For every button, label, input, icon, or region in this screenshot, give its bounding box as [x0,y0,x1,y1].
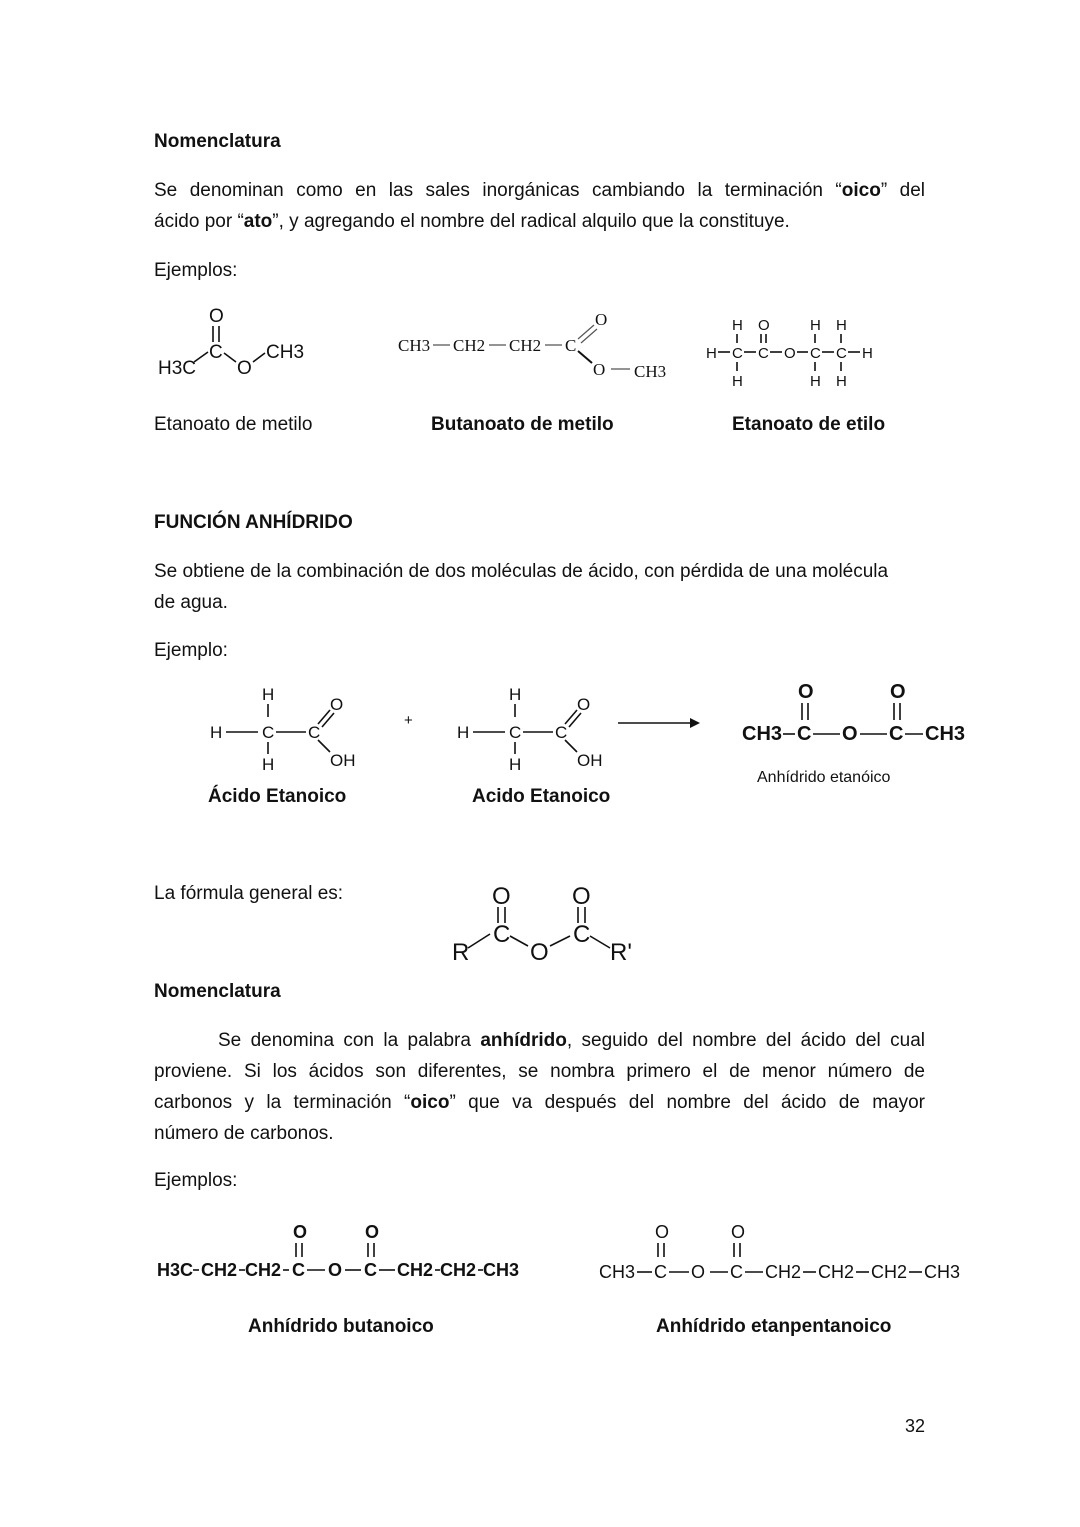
atom-label: CH2 [765,1262,802,1282]
atom-label: H [732,373,743,390]
general-formula-label: La fórmula general es: [154,883,344,904]
atom-label: C [730,1262,743,1282]
atom-label: OH [577,751,603,770]
atom-label: CH2 [871,1262,908,1282]
anhydride-example-label: Ejemplo: [154,640,228,661]
atom-label: C [797,723,812,745]
atom-label: C [889,723,904,745]
atom-label: O [237,358,252,379]
structure-methyl-ethanoate [150,300,320,390]
atom-label: O [890,681,906,703]
atom-label: C [555,723,568,742]
atom-label: O [530,939,549,966]
atom-label: O [572,883,591,910]
atom-label: H [262,685,275,704]
atom-label: CH3 [398,336,431,355]
atom-label: C [836,345,847,362]
atom-label: H [862,345,873,362]
caption-ethanpentanoic-anhydride: Anhídrido etanpentanoico [656,1316,892,1337]
structure-ethanoic-acid-2 [455,680,625,775]
atom-label: O [330,695,344,714]
anhydride-paragraph: Se obtiene de la combinación de dos moléculas de ácido, con pérdida de una molécula de agua. [154,561,889,613]
atom-label: CH3 [483,1260,520,1280]
structure-ethanpentanoic-anhydride [597,1218,972,1288]
atom-label: C [758,345,769,362]
atom-label: C [292,1260,305,1280]
plus-sign: + [404,712,413,729]
atom-label: CH2 [453,336,486,355]
atom-label: CH2 [397,1260,434,1280]
atom-label: CH2 [509,336,542,355]
atom-label: O [593,360,606,379]
atom-label: O [577,695,591,714]
atom-label: C [810,345,821,362]
atom-label: H [836,373,847,390]
nomenclature2-examples-label: Ejemplos: [154,1170,238,1191]
atom-label: R [452,939,470,966]
atom-label: O [209,306,224,327]
atom-label: H [210,723,223,742]
atom-label: O [492,883,511,910]
atom-label: C [262,723,275,742]
structure-butanoic-anhydride [155,1218,525,1288]
atom-label: CH3 [925,723,966,745]
atom-label: CH3 [599,1262,636,1282]
atom-label: O [655,1222,670,1242]
atom-label: C [509,723,522,742]
atom-label: H [810,317,821,334]
atom-label: CH3 [634,362,667,381]
caption-methyl-butanoate: Butanoato de metilo [431,414,614,435]
nomenclature2-paragraph: Se denomina con la palabra anhídrido, seguido del nombre del ácido del cual proviene. Si los ácidos son diferentes, se nombra primero el de menor número de carbonos y la terminación “oico” que va después del nombre del ácido de mayor número de carbonos. [154,1030,925,1144]
nomenclature2-heading: Nomenclatura [154,981,281,1002]
atom-label: CH2 [818,1262,855,1282]
atom-label: C [364,1260,377,1280]
atom-label: C [493,921,511,948]
structure-ethanoic-anhydride [740,678,980,793]
product-caption: Anhídrido etanóico [757,769,891,786]
atom-label: H3C [157,1260,194,1280]
page-number: 32 [905,1416,926,1436]
atom-label: CH3 [742,723,783,745]
caption-ethyl-ethanoate: Etanoato de etilo [732,414,886,435]
structure-general-anhydride [448,876,648,971]
esters-paragraph: Se denominan como en las sales inorgánicas cambiando la terminación “oico” del ácido por “ato”, y agregando el nombre del radical alquilo que la constituye. [154,180,925,232]
reaction-arrow [618,713,703,733]
atom-label: H [262,755,275,774]
atom-label: O [784,345,796,362]
esters-heading: Nomenclatura [154,131,281,152]
atom-label: O [595,310,608,329]
atom-label: C [209,342,223,363]
atom-label: O [731,1222,746,1242]
atom-label: H [810,373,821,390]
caption-methyl-ethanoate: Etanoato de metilo [154,414,313,435]
atom-label: H [509,685,522,704]
structure-ethyl-ethanoate [704,312,889,392]
atom-label: CH3 [266,342,305,363]
atom-label: H [732,317,743,334]
atom-label: C [565,336,577,355]
esters-examples-label: Ejemplos: [154,260,238,281]
atom-label: CH2 [440,1260,477,1280]
structure-ethanoic-acid-1 [208,680,378,775]
atom-label: O [365,1222,380,1242]
structure-methyl-butanoate [396,305,676,390]
caption-acid-1: Ácido Etanoico [208,786,347,807]
atom-label: O [798,681,814,703]
atom-label: H3C [158,358,197,379]
atom-label: C [732,345,743,362]
caption-butanoic-anhydride: Anhídrido butanoico [248,1316,434,1337]
caption-acid-2: Acido Etanoico [472,786,611,807]
atom-label: O [758,317,770,334]
atom-label: H [457,723,470,742]
atom-label: H [706,345,717,362]
atom-label: O [691,1262,706,1282]
atom-label: R' [610,939,632,966]
anhydride-heading: FUNCIÓN ANHÍDRIDO [154,512,353,533]
atom-label: H [509,755,522,774]
atom-label: CH2 [245,1260,282,1280]
atom-label: O [842,723,858,745]
atom-label: H [836,317,847,334]
atom-label: C [573,921,591,948]
atom-label: O [293,1222,308,1242]
atom-label: CH2 [201,1260,238,1280]
atom-label: C [308,723,321,742]
atom-label: OH [330,751,356,770]
atom-label: C [654,1262,667,1282]
atom-label: O [328,1260,343,1280]
atom-label: CH3 [924,1262,961,1282]
